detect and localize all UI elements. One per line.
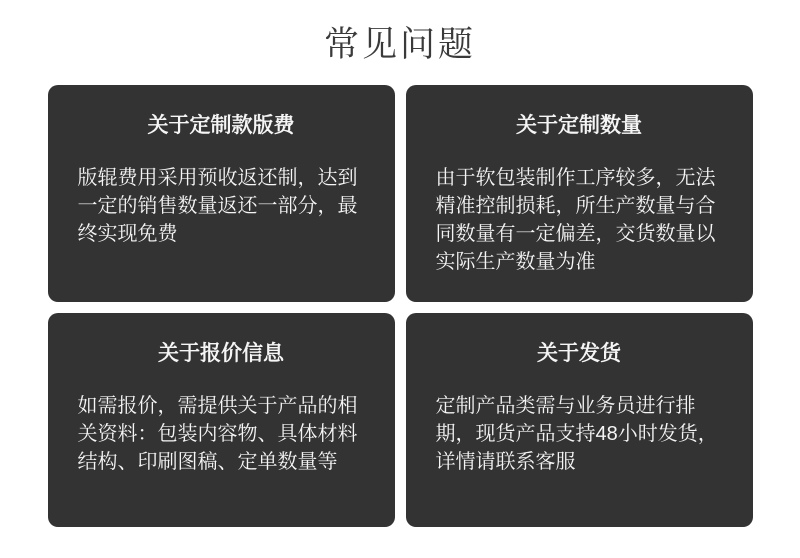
- faq-card-quotation-info: [48, 313, 395, 527]
- faq-card-plate-fee: [48, 85, 395, 302]
- faq-card-title: 关于报价信息: [158, 342, 284, 365]
- faq-grid: [48, 85, 753, 527]
- faq-card-body: 如需报价，需提供关于产品的相关资料：包装内容物、具体材料结构、印刷图稿、定单数量等: [77, 395, 358, 473]
- faq-card-body: 由于软包装制作工序较多，无法精准控制损耗，所生产数量与合同数量有一定偏差，交货数量以实际生产数量为准: [435, 167, 716, 273]
- faq-card-title: 关于定制数量: [516, 114, 642, 137]
- faq-card-body: 定制产品类需与业务员进行排期，现货产品支持48小时发货，详情请联系客服: [435, 395, 718, 473]
- faq-card-body: 版辊费用采用预收返还制，达到一定的销售数量返还一部分，最终实现免费: [77, 167, 358, 245]
- faq-card-title: 关于定制款版费: [147, 114, 295, 137]
- faq-card-shipping: [406, 313, 753, 527]
- faq-card-custom-quantity: [406, 85, 753, 302]
- faq-card-title: 关于发货: [537, 342, 621, 365]
- page-title: 常见问题: [323, 25, 476, 64]
